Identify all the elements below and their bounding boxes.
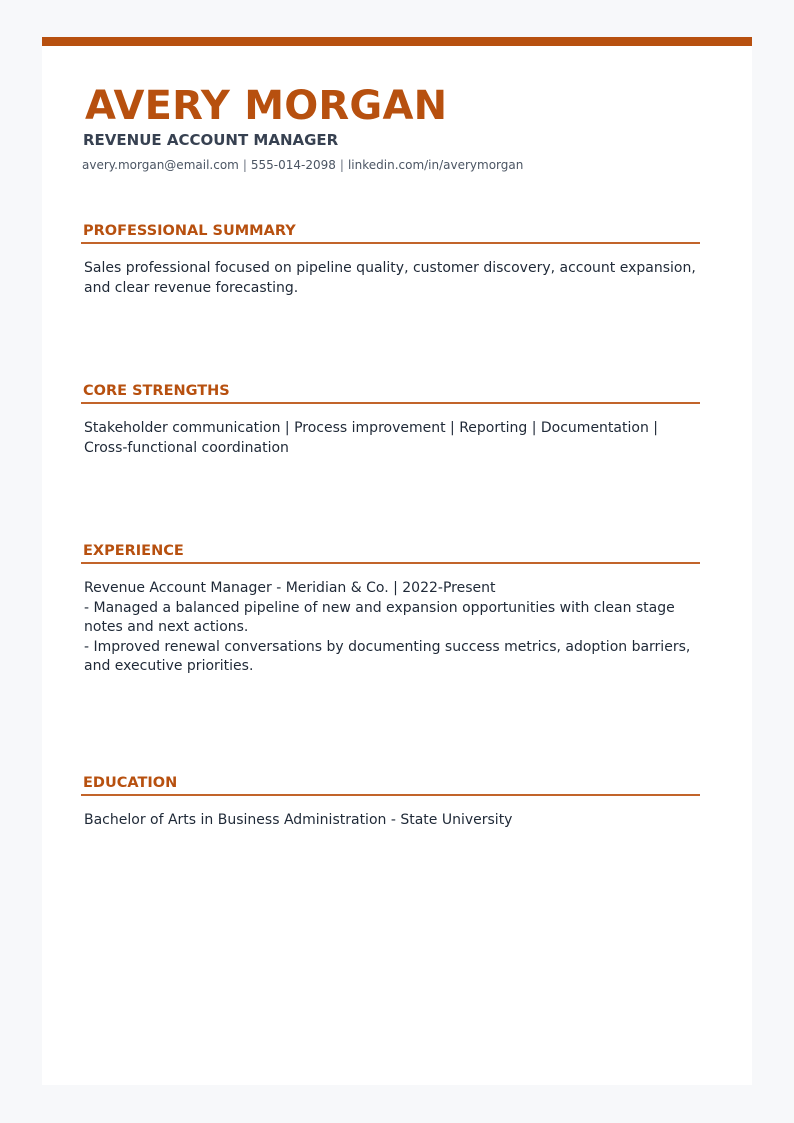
section-heading: EDUCATION <box>81 773 700 796</box>
experience-bullet: - Improved renewal conversations by documenting success metrics, adoption barriers, and executive priorities. <box>84 638 691 674</box>
education-text: Bachelor of Arts in Business Administration - State University <box>84 812 513 828</box>
education-body <box>81 796 700 831</box>
professional-summary-section <box>81 221 700 298</box>
contact-separator: | <box>339 158 344 172</box>
contact-email[interactable]: avery.morgan@email.com <box>82 158 239 172</box>
experience-section <box>81 541 700 677</box>
contact-phone[interactable]: 555-014-2098 <box>250 158 336 172</box>
candidate-title: REVENUE ACCOUNT MANAGER <box>83 131 339 149</box>
education-section <box>81 773 700 831</box>
resume-page <box>42 37 752 1085</box>
accent-top-bar <box>42 37 752 46</box>
section-heading: EXPERIENCE <box>81 541 700 564</box>
experience-role-line: Revenue Account Manager - Meridian & Co. | 2022-Present <box>84 580 496 596</box>
contact-separator: | <box>242 158 247 172</box>
contact-line <box>82 156 523 174</box>
strengths-body <box>81 404 700 458</box>
experience-body <box>81 564 700 677</box>
contact-linkedin[interactable]: linkedin.com/in/averymorgan <box>347 158 524 172</box>
section-heading: PROFESSIONAL SUMMARY <box>81 221 700 244</box>
core-strengths-section <box>81 381 700 458</box>
summary-body <box>81 244 700 298</box>
experience-bullet: - Managed a balanced pipeline of new and expansion opportunities with clean stage notes and next actions. <box>84 599 675 635</box>
strengths-text: Stakeholder communication | Process improvement | Reporting | Documentation | Cross-functional coordination <box>84 420 658 456</box>
candidate-name: AVERY MORGAN <box>85 83 448 129</box>
section-heading: CORE STRENGTHS <box>81 381 700 404</box>
summary-text: Sales professional focused on pipeline quality, customer discovery, account expansion, and clear revenue forecasting. <box>84 260 696 296</box>
